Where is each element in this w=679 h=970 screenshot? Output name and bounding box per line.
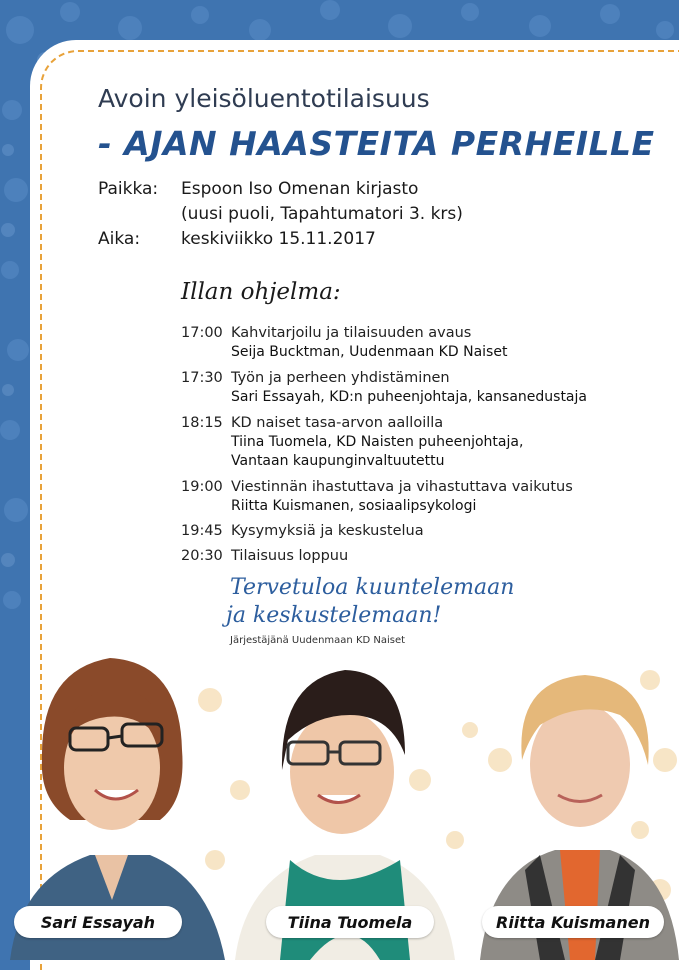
name-tag: Sari Essayah [14, 906, 182, 938]
program-time: 18:15 [181, 415, 223, 431]
program-title: Kysymyksiä ja keskustelua [231, 523, 424, 539]
program-item [181, 324, 601, 362]
program-title: Viestinnän ihastuttava ja vihastuttava vaikutus [231, 479, 573, 495]
program-heading: Illan ohjelma: [181, 279, 341, 305]
program-speaker: Sari Essayah, KD:n puheenjohtaja, kansanedustaja [231, 389, 587, 405]
program-item [181, 369, 601, 407]
program-speaker: Seija Bucktman, Uudenmaan KD Naiset [231, 344, 508, 360]
place-label: Paikka: [98, 179, 159, 199]
time-value: keskiviikko 15.11.2017 [181, 229, 376, 249]
welcome-text [226, 574, 515, 630]
program-time: 19:45 [181, 523, 223, 539]
program-item [181, 547, 601, 566]
welcome-line2: ja keskustelemaan! [226, 603, 442, 628]
program-item [181, 522, 601, 541]
organizer-text: Järjestäjänä Uudenmaan KD Naiset [230, 635, 406, 646]
place-value-line1: Espoon Iso Omenan kirjasto [181, 179, 419, 199]
program-time: 20:30 [181, 548, 223, 564]
place-value-line2: (uusi puoli, Tapahtumatori 3. krs) [181, 204, 463, 224]
program-title: Kahvitarjoilu ja tilaisuuden avaus [231, 325, 472, 341]
program-speaker: Tiina Tuomela, KD Naisten puheenjohtaja, [231, 434, 524, 450]
name-tag: Tiina Tuomela [266, 906, 434, 938]
program-time: 19:00 [181, 479, 223, 495]
event-title: - AJAN HAASTEITA PERHEILLE [98, 124, 655, 163]
program-time: 17:00 [181, 325, 223, 341]
program-title: Työn ja perheen yhdistäminen [231, 370, 450, 386]
program-time: 17:30 [181, 370, 223, 386]
program-title: Tilaisuus loppuu [231, 548, 349, 564]
welcome-line1: Tervetuloa kuuntelemaan [230, 575, 515, 600]
program-speaker: Riitta Kuismanen, sosiaalipsykologi [231, 498, 477, 514]
name-tag: Riitta Kuismanen [482, 906, 664, 938]
event-type: Avoin yleisöluentotilaisuus [98, 84, 430, 113]
program-item [181, 478, 601, 516]
time-label: Aika: [98, 229, 141, 249]
program-speaker-line2: Vantaan kaupunginvaltuutettu [231, 453, 445, 469]
program-item [181, 414, 601, 471]
program-title: KD naiset tasa-arvon aalloilla [231, 415, 444, 431]
